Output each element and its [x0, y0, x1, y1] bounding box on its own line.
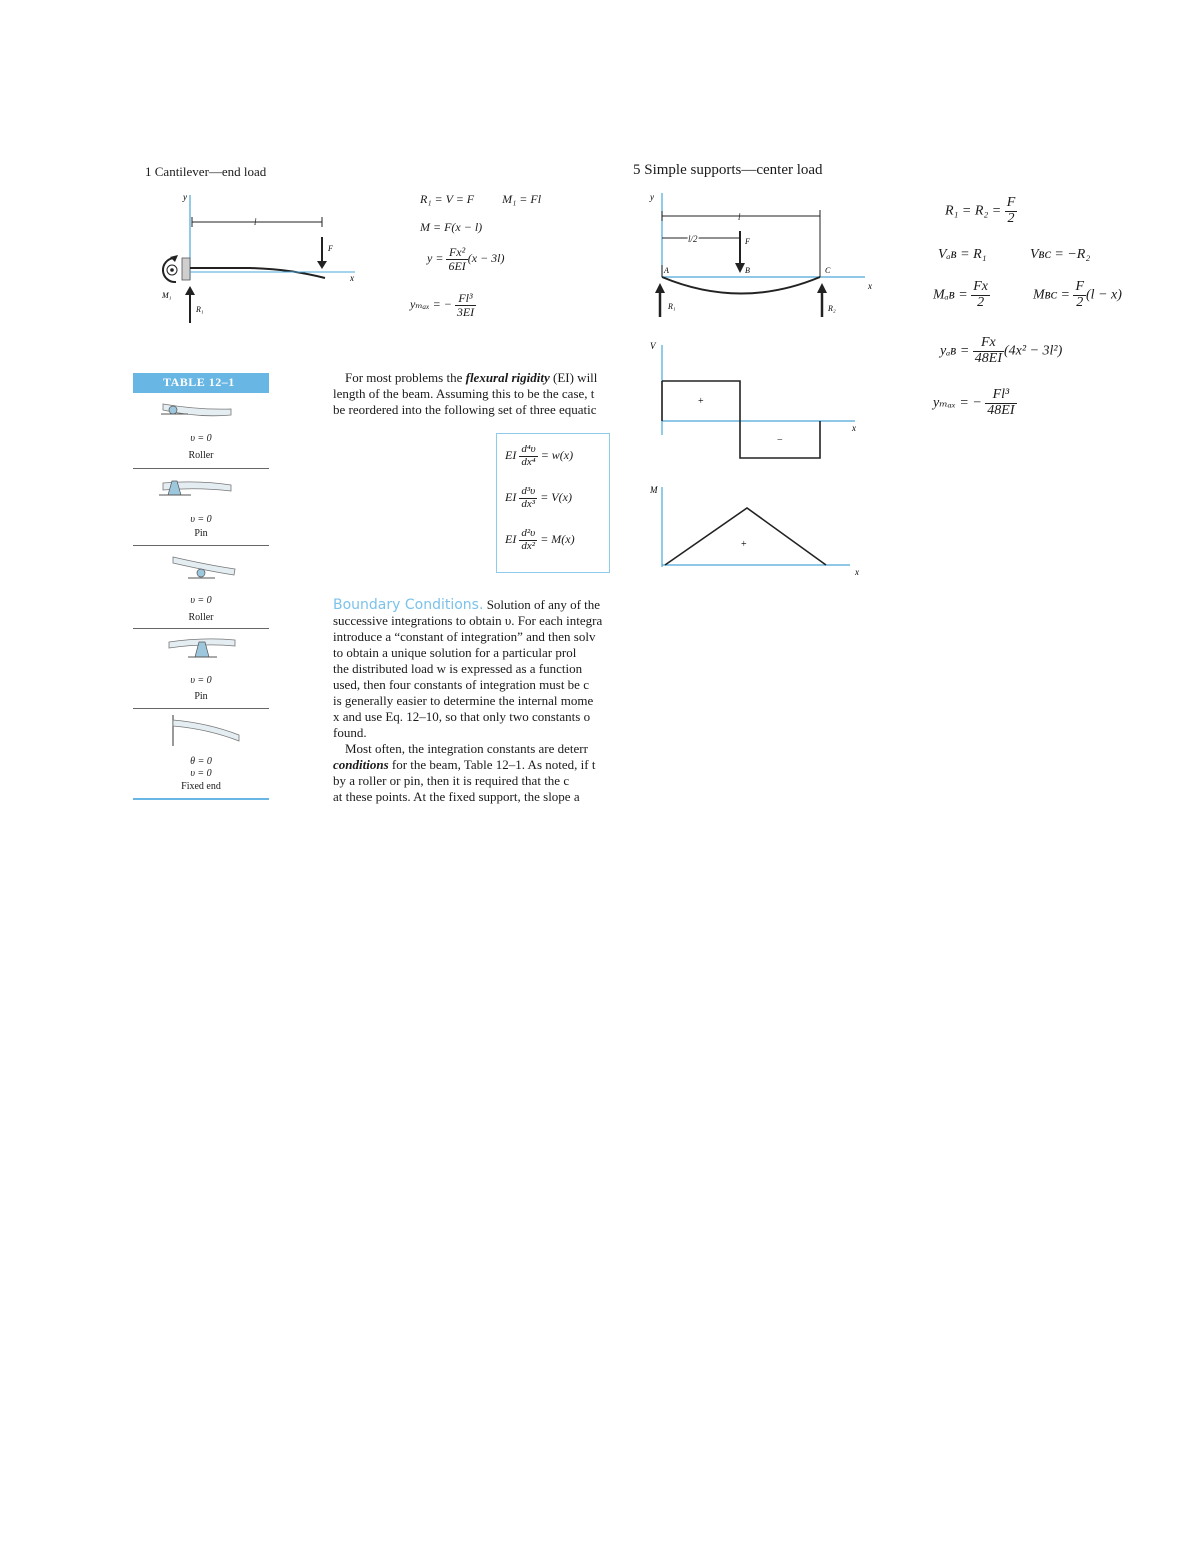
- case5-eq-yab: yₐʙ = $\frac{Fx}{48EI}$ (4x² − 3l²): [940, 335, 1063, 366]
- table-row5-name: Fixed end: [181, 781, 221, 792]
- fig5-B-label: B: [745, 266, 750, 275]
- cantilever-figure: [150, 185, 370, 335]
- case1-eq-deflection: y = $\frac{\text{Fx²}}{6EI}$ (x − 3l): [427, 245, 505, 273]
- table-row2-name: Pin: [194, 528, 208, 539]
- fig5-x-label-shear: x: [852, 423, 856, 433]
- fig1-F-label: F: [328, 244, 333, 253]
- table-row5-cond2: υ = 0: [190, 768, 212, 779]
- fig5-R1-label: R₁: [668, 302, 676, 311]
- beam-sketch-5: [173, 720, 239, 741]
- fig5-M-label: M: [650, 485, 658, 495]
- bc-heading: Boundary Conditions.: [333, 597, 484, 613]
- fig1-x-label: x: [350, 273, 354, 283]
- fig5-half-label: l/2: [688, 234, 698, 244]
- table-row1-name: Roller: [188, 450, 214, 461]
- paragraph-flexural-rigidity: For most problems the flexural rigidity (EI) will length of the beam. Assuming this to be the case, t be reordered into the following set of three equatic: [333, 370, 598, 417]
- fig5-x-label-moment: x: [855, 567, 859, 577]
- fig5-l-label: l: [738, 212, 741, 222]
- fig5-V-label: V: [650, 341, 656, 351]
- table-row3-cond: υ = 0: [190, 595, 212, 606]
- roller-sketch-3: [197, 569, 205, 577]
- case5-eq-vbc: Vʙᴄ = −R₂: [1030, 247, 1091, 262]
- case5-title: 5 Simple supports—center load: [633, 162, 823, 178]
- case1-title: 1 Cantilever—end load: [145, 164, 267, 179]
- case5-eq-mbc: Mʙᴄ = $\frac{F}{2}$ (l − x): [1033, 279, 1122, 310]
- fig5-shear-plus: +: [698, 396, 704, 407]
- fig5-A-label: A: [664, 266, 669, 275]
- table-row4-name: Pin: [194, 691, 208, 702]
- fig1-l-label: l: [254, 217, 257, 227]
- paragraph-boundary-conditions: Boundary Conditions. Solution of any of the successive integrations to obtain υ. For each integra introduce a “constant of integration” and then solv to obtain a unique solution for a particular prol the distributed load w is expressed as a function used, then four constants of integration must be c is generally easier to determine the internal mome x and use Eq. 12–10, so that only two constants o found. Most often, the integration constants are deterr conditions for the beam, Table 12–1. As noted, if t by a roller or pin, then it is required that the c at these points. At the fixed support, the slope a: [333, 597, 603, 804]
- case5-eq-reactions: R₁ = R₂ = $\frac{F}{2}$: [945, 195, 1016, 226]
- case1-eq-reactions: R₁ = V = F M₁ = Fl: [420, 192, 542, 206]
- roller-sketch-1: [169, 406, 177, 414]
- table-row3-name: Roller: [188, 612, 214, 623]
- fig5-moment-plus: +: [741, 539, 747, 550]
- case5-eq-mab: Mₐʙ = $\frac{Fx}{2}$: [933, 279, 988, 310]
- fig5-F-label: F: [745, 237, 750, 246]
- fig1-M1-label: M₁: [162, 291, 172, 300]
- equation-load: EI $\frac{\text{d⁴υ}}{\text{dx⁴}}$ = w(x): [505, 443, 574, 468]
- fig5-shear-minus: −: [777, 435, 783, 446]
- equation-moment: EI $\frac{\text{d²υ}}{\text{dx²}}$ = M(x): [505, 527, 575, 552]
- table-row1-cond: υ = 0: [190, 433, 212, 444]
- fig5-x-label: x: [868, 281, 872, 291]
- equation-shear: EI $\frac{\text{d³υ}}{\text{dx³}}$ = V(x): [505, 485, 572, 510]
- table-row2-cond: υ = 0: [190, 514, 212, 525]
- fig5-y-label: y: [650, 192, 654, 202]
- table-row5-cond: θ = 0: [190, 756, 212, 767]
- case5-eq-vab: Vₐʙ = R₁: [938, 247, 987, 262]
- fig5-C-label: C: [825, 266, 831, 275]
- case1-eq-ymax: yₘₐₓ = − $\frac{\text{Fl³}}{3EI}$: [410, 291, 475, 319]
- fig1-R1-label: R₁: [196, 305, 204, 314]
- case1-eq-moment: M = F(x − l): [420, 220, 483, 234]
- fig1-y-label: y: [183, 192, 187, 202]
- table-title: TABLE 12–1: [133, 373, 269, 393]
- case5-eq-ymax: yₘₐₓ = − $\frac{\text{Fl³}}{48EI}$: [933, 387, 1015, 418]
- fig5-R2-label: R₂: [828, 304, 836, 313]
- equation-box: [496, 433, 610, 573]
- table-bottom-rule: [133, 798, 269, 800]
- table-row4-cond: υ = 0: [190, 675, 212, 686]
- simple-supports-figure: [640, 185, 890, 585]
